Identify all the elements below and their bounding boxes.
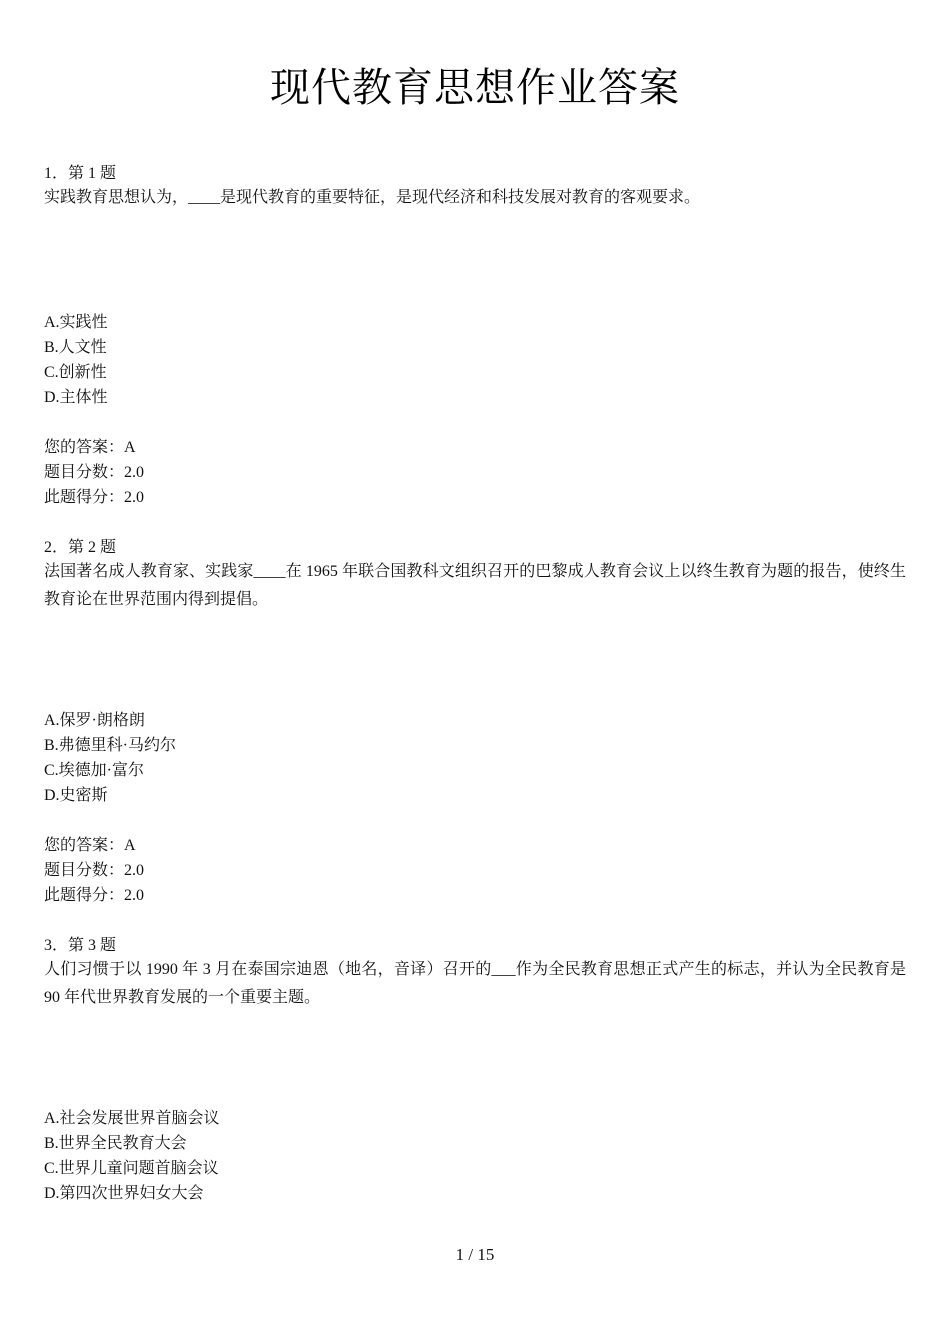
question-3-option-a: A.社会发展世界首脑会议	[44, 1110, 220, 1127]
question-2-stem: 法国著名成人教育家、实践家____在 1965 年联合国教科文组织召开的巴黎成人教育会议上以终生教育为题的报告，使终生教育论在世界范围内得到提倡。	[44, 563, 906, 608]
question-1-earned: 此题得分：2.0	[44, 489, 145, 506]
document-title: 现代教育思想作业答案	[270, 65, 680, 111]
question-1-your-answer: 您的答案：A	[44, 439, 136, 456]
question-1-score: 题目分数：2.0	[44, 464, 145, 481]
page-number: 1 / 15	[455, 1245, 495, 1264]
question-2-score: 题目分数：2.0	[44, 862, 145, 879]
question-3-option-d: D.第四次世界妇女大会	[44, 1185, 204, 1202]
question-1-option-c: C.创新性	[44, 364, 107, 381]
question-1-header: 1．第 1 题	[44, 165, 117, 182]
question-2-earned: 此题得分：2.0	[44, 887, 145, 904]
question-3-stem: 人们习惯于以 1990 年 3 月在泰国宗迪恩（地名，音译）召开的___作为全民教育思想正式产生的标志，并认为全民教育是 90 年代世界教育发展的一个重要主题。	[44, 961, 906, 1006]
question-2-option-a: A.保罗·朗格朗	[44, 712, 145, 729]
question-1-option-d: D.主体性	[44, 389, 108, 406]
question-1-option-a: A.实践性	[44, 314, 108, 331]
question-1-option-b: B.人文性	[44, 339, 107, 356]
question-2-option-b: B.弗德里科·马约尔	[44, 737, 177, 754]
question-3-option-b: B.世界全民教育大会	[44, 1135, 187, 1152]
question-1-stem: 实践教育思想认为，____是现代教育的重要特征，是现代经济和科技发展对教育的客观要求。	[44, 189, 701, 206]
question-2-header: 2．第 2 题	[44, 539, 117, 556]
question-3-header: 3．第 3 题	[44, 937, 117, 954]
question-3-option-c: C.世界儿童问题首脑会议	[44, 1160, 219, 1177]
question-2-option-c: C.埃德加·富尔	[44, 762, 145, 779]
question-2-your-answer: 您的答案：A	[44, 837, 136, 854]
question-2-option-d: D.史密斯	[44, 787, 108, 804]
